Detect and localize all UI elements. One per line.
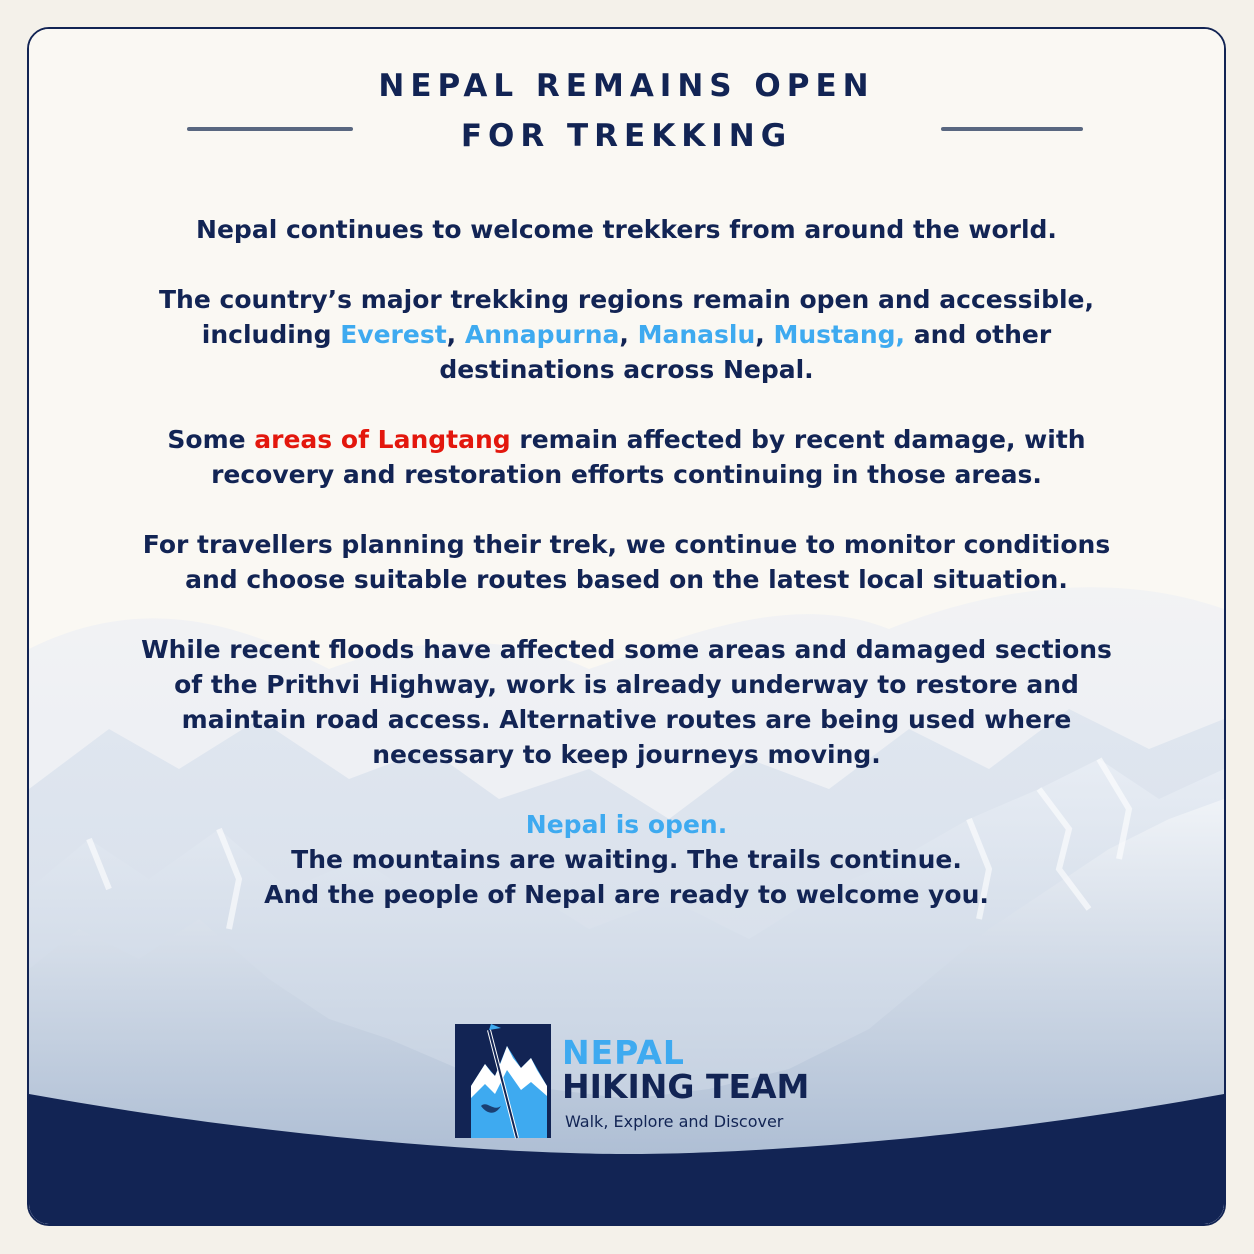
poster-card <box>27 27 1226 1226</box>
floods-line-3: maintain road access. Alternative routes are being used where <box>181 705 1072 734</box>
region-everest: Everest <box>340 320 447 349</box>
brand-logo <box>455 1024 825 1146</box>
body-text <box>69 212 1184 912</box>
regions-sep-3: , <box>755 320 774 349</box>
regions-sep-1: , <box>446 320 465 349</box>
logo-tagline: Walk, Explore and Discover <box>565 1112 784 1131</box>
regions-line-1: The country’s major trekking regions remain open and accessible, <box>159 285 1094 314</box>
logo-name-line-1: NEPAL <box>562 1033 685 1072</box>
planning-line-1: For travellers planning their trek, we continue to monitor conditions <box>142 530 1111 559</box>
closing-line-1: The mountains are waiting. The trails continue. <box>291 845 962 874</box>
title-line-1: NEPAL REMAINS OPEN <box>378 68 875 104</box>
floods-line-1: While recent floods have affected some areas and damaged sections <box>141 635 1112 664</box>
regions-sep-2: , <box>619 320 638 349</box>
region-mustang: Mustang, <box>773 320 906 349</box>
paragraph-floods <box>69 632 1184 772</box>
region-manaslu: Manaslu <box>637 320 756 349</box>
region-annapurna: Annapurna <box>464 320 620 349</box>
paragraph-langtang <box>69 422 1184 492</box>
closing-headline: Nepal is open. <box>525 810 728 839</box>
langtang-rest: remain affected by recent damage, with <box>510 425 1086 454</box>
paragraph-regions <box>69 282 1184 387</box>
closing-line-2: And the people of Nepal are ready to welcome you. <box>264 880 989 909</box>
langtang-some: Some <box>167 425 255 454</box>
title-line-2: FOR TREKKING <box>460 118 793 154</box>
paragraph-closing <box>69 807 1184 912</box>
floods-line-2: of the Prithvi Highway, work is already underway to restore and <box>174 670 1079 699</box>
logo-name-line-2: HIKING TEAM <box>562 1067 810 1106</box>
regions-line-3: destinations across Nepal. <box>439 355 814 384</box>
langtang-highlight: areas of Langtang <box>254 425 511 454</box>
regions-including: including <box>201 320 341 349</box>
floods-line-4: necessary to keep journeys moving. <box>372 740 881 769</box>
paragraph-welcome: Nepal continues to welcome trekkers from around the world. <box>196 215 1057 244</box>
regions-and-other: and other <box>905 320 1052 349</box>
planning-line-2: and choose suitable routes based on the latest local situation. <box>185 565 1068 594</box>
paragraph-planning <box>69 527 1184 597</box>
mountain-flag-logo-icon <box>455 1024 553 1142</box>
page-title <box>29 61 1224 161</box>
langtang-line-2: recovery and restoration efforts continuing in those areas. <box>211 460 1042 489</box>
